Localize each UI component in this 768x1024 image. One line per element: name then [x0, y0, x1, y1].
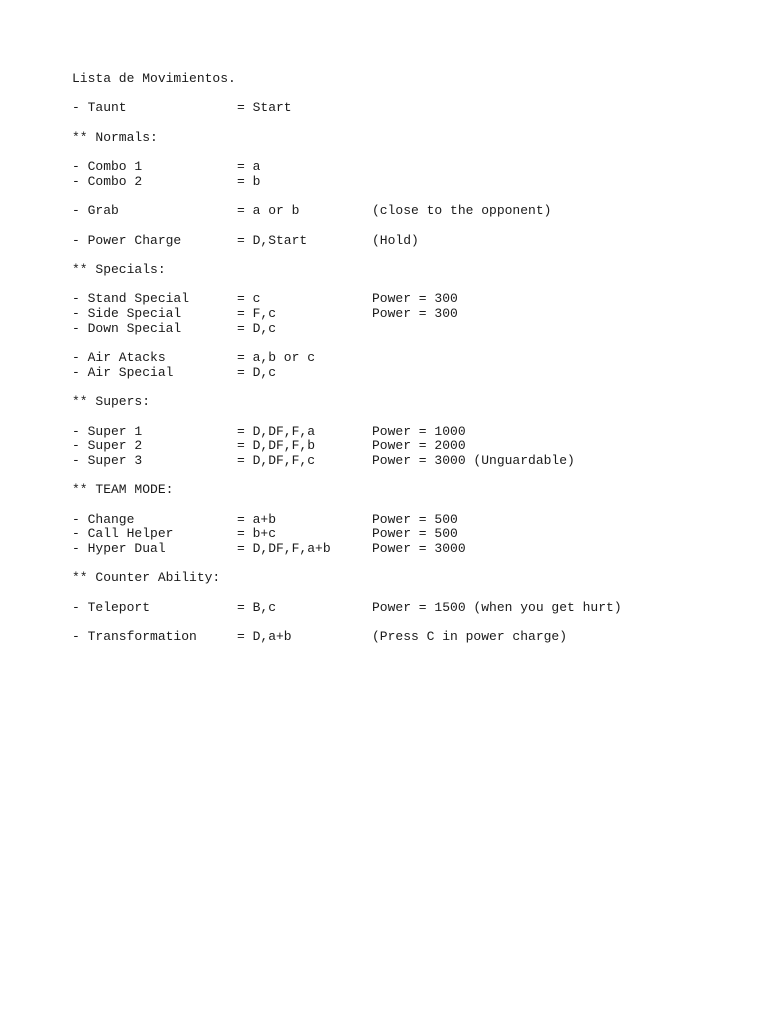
move-input: = b — [237, 173, 261, 189]
blank-line — [72, 410, 732, 425]
move-row — [72, 454, 732, 469]
move-input: = a — [237, 159, 261, 175]
move-row — [72, 175, 732, 190]
move-name: - Taunt — [72, 100, 127, 116]
move-name: - Call Helper — [72, 526, 174, 542]
document-body — [72, 72, 732, 645]
move-note: (Press C in power charge) — [372, 629, 568, 645]
move-name: - Super 2 — [72, 438, 143, 454]
move-note: Power = 500 — [372, 511, 458, 527]
move-name: - Combo 1 — [72, 159, 143, 175]
move-name: - Teleport — [72, 599, 151, 615]
move-row — [72, 527, 732, 542]
move-name: - Super 1 — [72, 423, 143, 439]
move-note: Power = 300 — [372, 291, 458, 307]
move-row — [72, 204, 732, 219]
move-note: Power = 1500 (when you get hurt) — [372, 599, 622, 615]
move-note: Power = 3000 — [372, 541, 466, 556]
move-row — [72, 234, 732, 249]
section-heading: ** TEAM MODE: — [72, 482, 174, 498]
move-row — [72, 630, 732, 645]
blank-line — [72, 469, 732, 484]
blank-line — [72, 278, 732, 293]
move-name: - Side Special — [72, 306, 182, 321]
move-row — [72, 366, 732, 381]
move-row — [72, 439, 732, 454]
blank-line — [72, 190, 732, 205]
move-note: Power = 300 — [372, 306, 458, 321]
blank-line — [72, 116, 732, 131]
move-list — [72, 87, 732, 645]
blank-line — [72, 87, 732, 102]
move-row — [72, 101, 732, 116]
move-name: - Air Special — [72, 364, 174, 380]
move-input: = D,Start — [237, 232, 308, 248]
blank-line — [72, 557, 732, 572]
document-title: Lista de Movimientos. — [72, 71, 236, 86]
section-heading: ** Normals: — [72, 129, 158, 145]
move-name: - Down Special — [72, 320, 182, 336]
move-row — [72, 601, 732, 616]
move-note: Power = 500 — [372, 526, 458, 542]
section-heading: ** Supers: — [72, 394, 151, 410]
move-name: - Change — [72, 511, 135, 527]
blank-line — [72, 248, 732, 263]
move-row — [72, 292, 732, 307]
move-row — [72, 513, 732, 528]
blank-line — [72, 145, 732, 160]
move-name: - Transformation — [72, 629, 197, 645]
move-input: = D,c — [237, 364, 277, 380]
move-input: = F,c — [237, 306, 277, 321]
move-input: = D,DF,F,c — [237, 452, 316, 468]
move-name: - Air Atacks — [72, 350, 166, 366]
move-input: = a or b — [237, 203, 300, 219]
blank-line — [72, 336, 732, 351]
move-name: - Grab — [72, 203, 119, 219]
move-input: = B,c — [237, 599, 277, 615]
move-input: = D,c — [237, 320, 277, 336]
section-heading: ** Specials: — [72, 261, 166, 277]
move-input: = Start — [237, 100, 292, 116]
blank-line — [72, 219, 732, 234]
blank-line — [72, 498, 732, 513]
move-input: = b+c — [237, 526, 277, 542]
move-row — [72, 160, 732, 175]
move-row — [72, 307, 732, 322]
move-row — [72, 351, 732, 366]
move-name: - Combo 2 — [72, 173, 143, 189]
move-input: = D,DF,F,a — [237, 423, 316, 439]
blank-line — [72, 615, 732, 630]
move-row — [72, 542, 732, 557]
move-note: (Hold) — [372, 232, 419, 248]
move-name: - Stand Special — [72, 291, 190, 307]
move-input: = c — [237, 291, 261, 307]
move-name: - Super 3 — [72, 452, 143, 468]
blank-line — [72, 380, 732, 395]
move-note: Power = 3000 (Unguardable) — [372, 452, 575, 468]
move-input: = a+b — [237, 511, 277, 527]
move-input: = D,a+b — [237, 629, 292, 645]
move-input: = D,DF,F,b — [237, 438, 316, 454]
move-input: = D,DF,F,a+b — [237, 541, 331, 556]
move-note: Power = 2000 — [372, 438, 466, 454]
move-note: Power = 1000 — [372, 423, 466, 439]
move-name: - Power Charge — [72, 232, 182, 248]
section-heading: ** Counter Ability: — [72, 570, 221, 586]
move-row — [72, 425, 732, 440]
move-name: - Hyper Dual — [72, 541, 166, 556]
move-row — [72, 322, 732, 337]
move-note: (close to the opponent) — [372, 203, 552, 219]
blank-line — [72, 586, 732, 601]
move-input: = a,b or c — [237, 350, 316, 366]
